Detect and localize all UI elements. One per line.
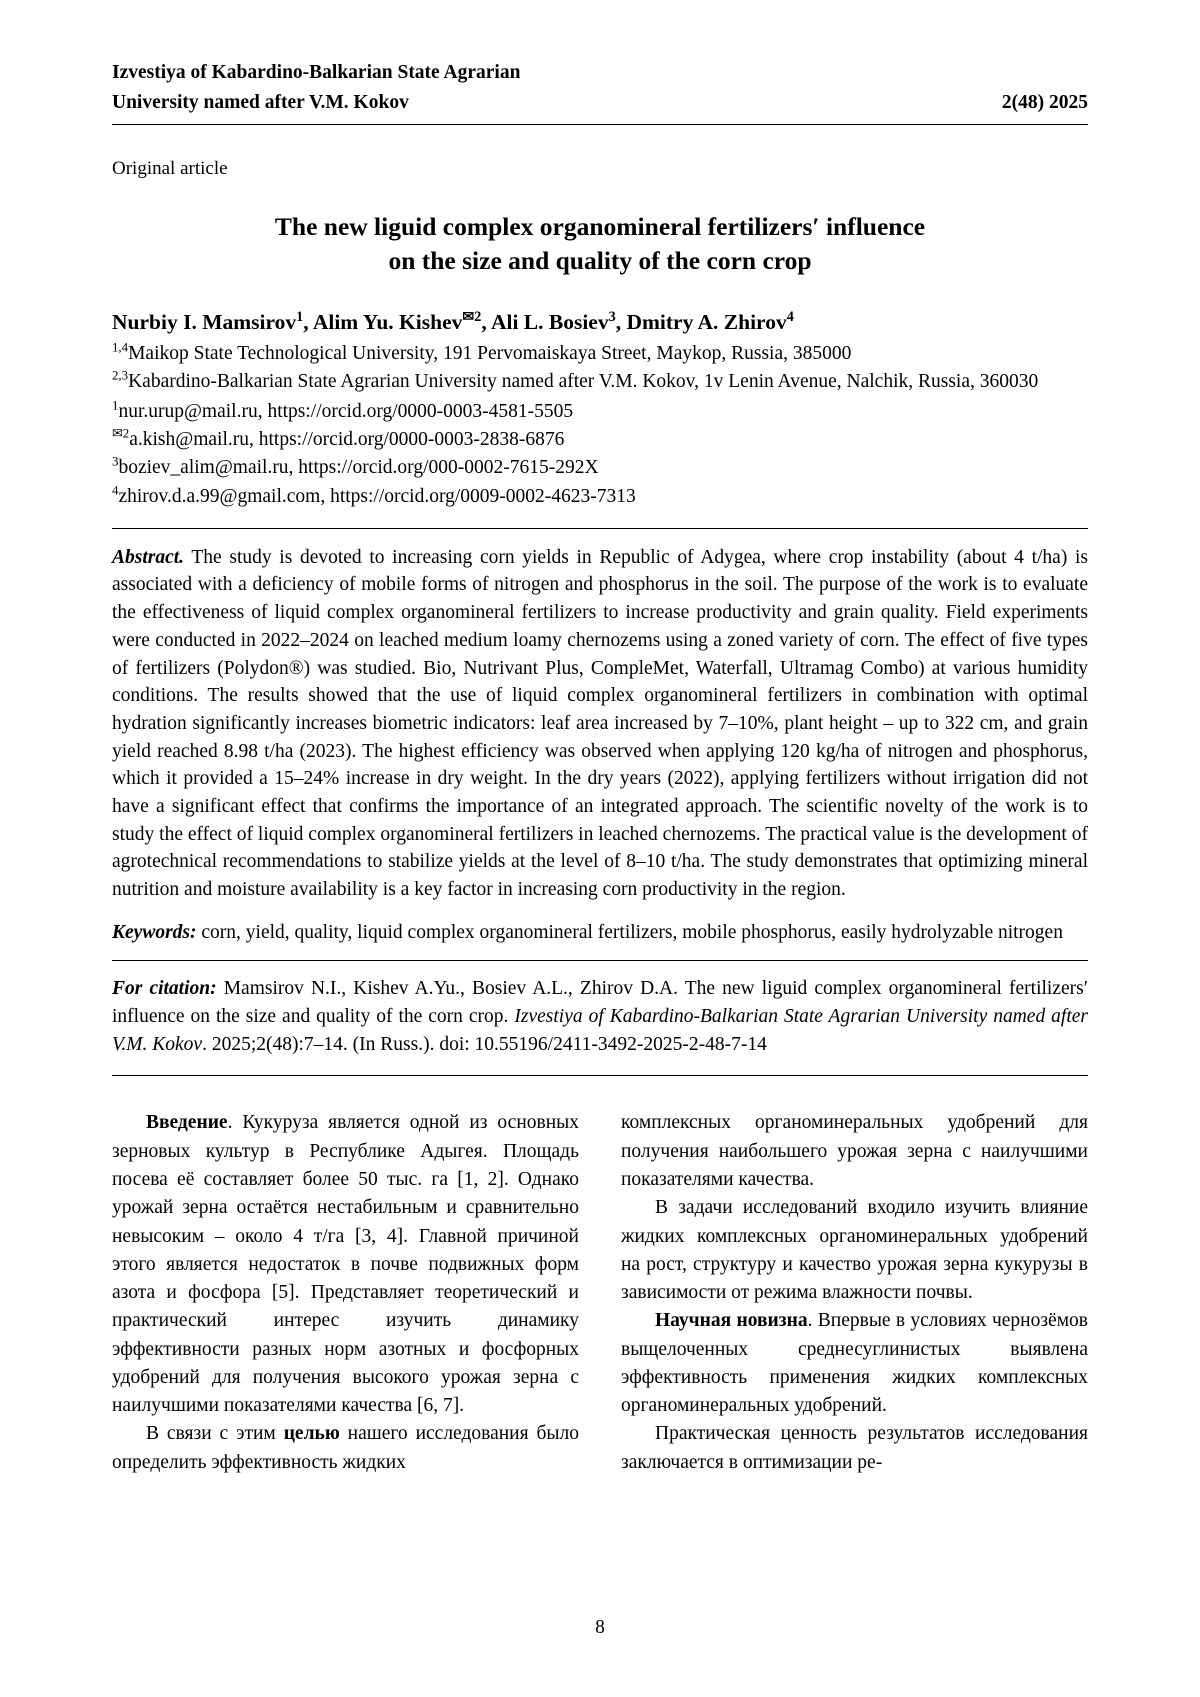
body-divider [112, 1075, 1088, 1076]
author-sep-3: , [615, 310, 627, 335]
paragraph-novelty [621, 1307, 1088, 1420]
citation-label: For citation: [112, 978, 217, 1000]
paragraph-intro [112, 1109, 579, 1420]
envelope-icon: ✉ [462, 309, 475, 326]
paragraph-lead-novelty: Научная новизна [655, 1310, 808, 1332]
article-type: Original article [112, 158, 228, 180]
author-3-name: Ali L. Bosiev [490, 310, 609, 335]
body-column-right [621, 1109, 1088, 1476]
abstract-label: Abstract. [112, 546, 185, 568]
affiliation-1 [112, 340, 1088, 368]
citation-journal: Izvestiya of Kabardino-Balkarian State Agrarian University named after V.M. Kokov [112, 1006, 1088, 1055]
author-2-affil-marker: 2 [474, 309, 482, 326]
running-head [112, 58, 1088, 118]
contact-2 [112, 426, 1088, 454]
page-title [112, 210, 1088, 278]
abstract-text: The study is devoted to increasing corn yields in Republic of Adygea, where crop instability (about 4 t/ha) is associated with a deficiency of mobile forms of nitrogen and phosphorus in the soil. The purpose of the work is to evaluate the effectiveness of liquid complex organomineral fertilizers to increase productivity and grain quality. Field experiments were conducted in 2022–2024 on leached medium loamy chernozems using a zoned variety of corn. The effect of five types of fertilizers (Polydon®) was studied. Bio, Nutrivant Plus, CompleMet, Waterfall, Ultramag Combo) at various humidity conditions. The results showed that the use of liquid complex organomineral fertilizers in combination with optimal hydration significantly increases biometric indicators: leaf area increased by 7–10%, plant height – up to 322 cm, and grain yield reached 8.98 t/ha (2023). The highest efficiency was observed when applying 120 kg/ha of nitrogen and phosphorus, which it provided a 15–24% increase in dry weight. In the dry years (2022), applying fertilizers without irrigation did not have a significant effect that confirms the importance of an integrated approach. The scientific novelty of the work is to study the effect of liquid complex organomineral fertilizers in leached chernozems. The practical value is the development of agrotechnical recommendations to stabilize yields at the level of 8–10 t/ha. The study demonstrates that optimizing mineral nutrition and moisture availability is a key factor in increasing corn productivity in the region. [112, 546, 1088, 901]
author-sep-2: , [481, 310, 491, 335]
affiliation-2 [112, 368, 1088, 396]
citation-text-2: . 2025;2(48):7–14. (In Russ.). doi: 10.55196/2411-3492-2025-2-48-7-14 [202, 1033, 767, 1055]
author-sep-1: , [303, 310, 313, 335]
paragraph-tasks: В задачи исследований входило изучить влияние жидких комплексных органоминеральных удобрений на рост, структуру и качество урожая зерна кукурузы в зависимости от режима влажности почвы. [621, 1197, 1088, 1304]
affiliation-1-text: Maikop State Technological University, 191 Pervomaiskaya Street, Maykop, Russia, 385000 [128, 343, 852, 365]
author-3-affil-marker: 3 [608, 309, 616, 326]
author-4-affil-marker: 4 [786, 309, 794, 326]
paragraph-novelty-text: . Впервые в условиях чернозёмов выщелоченных среднесуглинистых выявлена эффективность применения жидких комплексных органоминеральных удобрений. [621, 1310, 1088, 1417]
affiliations [112, 340, 1088, 395]
paragraph-lead-introduction: Введение [146, 1112, 228, 1134]
journal-name-line1: Izvestiya of Kabardino-Balkarian State Agrarian [112, 62, 521, 83]
author-4-name: Dmitry A. Zhirov [626, 310, 787, 335]
paragraph-intro-text: . Кукуруза является одной из основных зерновых культур в Республике Адыгея. Площадь посева её составляет более 50 тыс. га [1, 2]. Однако урожай зерна остаётся нестабильным и сравнительно невысоким – около 4 т/га [3, 4]. Главной причиной этого является недостаток в почве подвижных форм азота и фосфора [5]. Представляет теоретический и практический интерес изучить динамику эффективности разных норм азотных и фосфорных удобрений для получения высокого урожая зерна с наилучшими показателями качества [6, 7]. [112, 1112, 579, 1417]
author-1-affil-marker: 1 [296, 309, 304, 326]
for-citation [112, 975, 1088, 1058]
title-line-1: The new liguid complex organomineral fertilizers′ influence [274, 212, 926, 242]
keywords-divider [112, 960, 1088, 961]
contact-1-marker: 1 [112, 398, 119, 413]
paragraph-practical-value: Практическая ценность результатов исследования заключается в оптимизации ре- [621, 1423, 1088, 1473]
contact-2-text[interactable]: a.kish@mail.ru, https://orcid.org/0000-0003-2838-6876 [129, 428, 565, 450]
journal-name-line2: University named after V.M. Kokov [112, 92, 409, 114]
contact-4-marker: 4 [112, 483, 119, 498]
affiliation-1-marker: 1,4 [112, 340, 129, 355]
keywords [112, 919, 1088, 947]
contact-3 [112, 454, 1088, 482]
body-columns [112, 1109, 1088, 1476]
issue-number: 2(48) 2025 [1001, 92, 1088, 114]
keywords-text: corn, yield, quality, liquid complex organomineral fertilizers, mobile phosphorus, easily hydrolyzable nitrogen [196, 921, 1063, 943]
keywords-label: Keywords: [112, 921, 197, 943]
contact-1 [112, 398, 1088, 426]
contact-3-marker: 3 [112, 454, 119, 469]
contact-4 [112, 483, 1088, 511]
affiliation-2-marker: 2,3 [112, 368, 129, 383]
body-column-left [112, 1109, 579, 1476]
title-line-2: on the size and quality of the corn crop [388, 246, 812, 276]
paragraph-goal-text-2: нашего исследования было определить эффективность жидких [112, 1423, 579, 1473]
author-contacts [112, 398, 1088, 511]
citation-text-1: Mamsirov N.I., Kishev A.Yu., Bosiev A.L., Zhirov D.A. The new liguid complex organomineral fertilizers′ influence on the size and quality of the corn crop. [112, 978, 1088, 1028]
abstract [112, 544, 1088, 904]
paragraph-goal [112, 1420, 579, 1477]
abstract-divider-top [112, 528, 1088, 529]
author-list [112, 307, 1088, 337]
author-1-name: Nurbiy I. Mamsirov [112, 310, 297, 335]
contact-3-text[interactable]: boziev_alim@mail.ru, https://orcid.org/000-0002-7615-292X [118, 457, 599, 479]
paragraph-continuation: комплексных органоминеральных удобрений для получения наибольшего урожая зерна с наилучшими показателями качества. [621, 1112, 1088, 1190]
contact-4-text[interactable]: zhirov.d.a.99@gmail.com, https://orcid.org/0009-0002-4623-7313 [118, 485, 636, 507]
affiliation-2-text: Kabardino-Balkarian State Agrarian University named after V.M. Kokov, 1v Lenin Avenue, Nalchik, Russia, 360030 [128, 371, 1039, 393]
header-divider [112, 124, 1088, 125]
author-2-name: Alim Yu. Kishev [312, 310, 463, 335]
contact-1-text[interactable]: nur.urup@mail.ru, https://orcid.org/0000-0003-4581-5505 [118, 400, 574, 422]
paragraph-goal-text-1: В связи с этим [146, 1423, 284, 1445]
contact-2-marker: ✉2 [112, 426, 130, 441]
paragraph-goal-bold: целью [283, 1423, 340, 1445]
page-number: 8 [595, 1617, 605, 1638]
